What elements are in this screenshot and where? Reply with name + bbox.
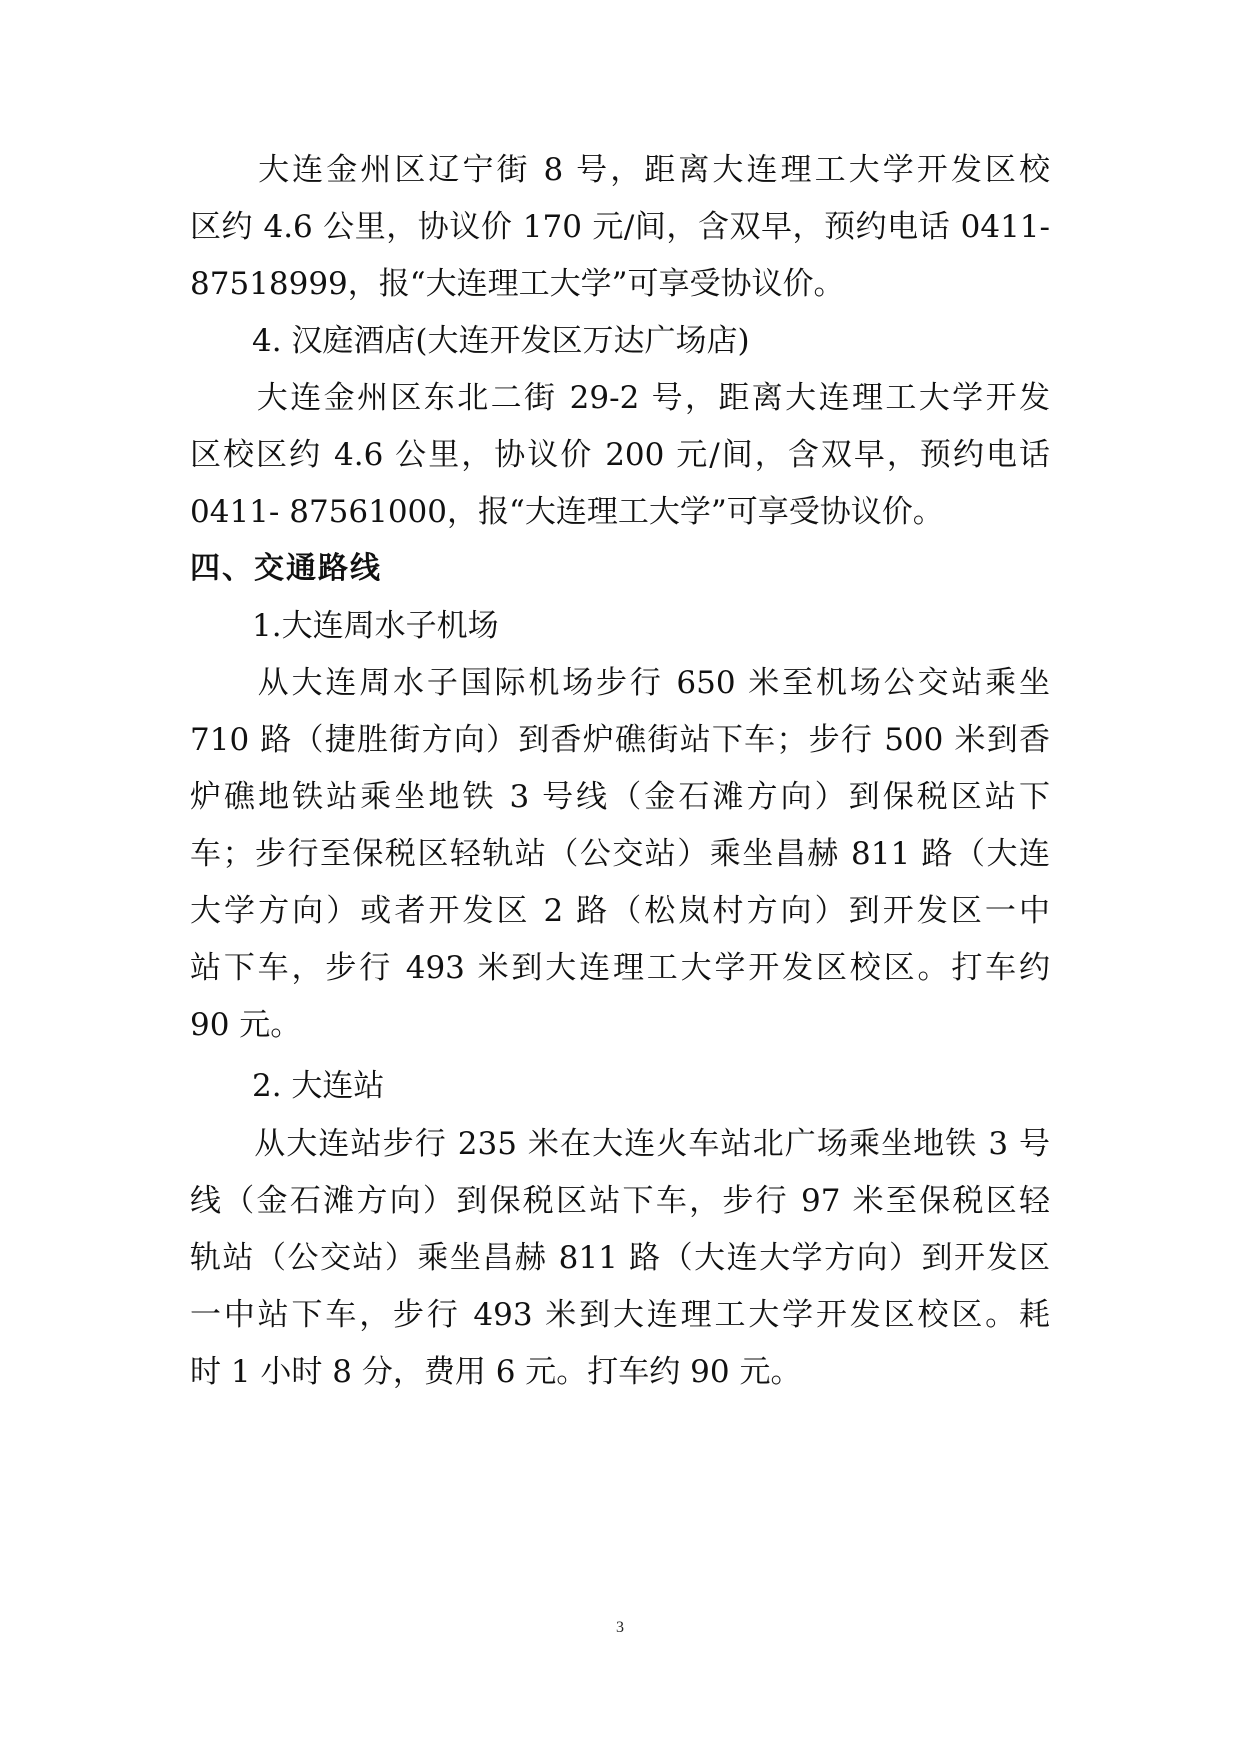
route-station-line-3: 轨站（公交站）乘坐昌赫 811 路（大连大学方向）到开发区 [190, 1240, 1050, 1276]
route-airport-line-6: 站下车，步行 493 米到大连理工大学开发区校区。打车约 [190, 950, 1050, 986]
route-station-line-4: 一中站下车，步行 493 米到大连理工大学开发区校区。耗 [190, 1297, 1050, 1333]
hotel-3-line-3: 87518999，报“大连理工大学”可享受协议价。 [190, 266, 845, 302]
route-station-title: 2. 大连站 [190, 1068, 385, 1104]
route-station-line-5: 时 1 小时 8 分，费用 6 元。打车约 90 元。 [190, 1354, 802, 1390]
route-airport-line-3: 炉礁地铁站乘坐地铁 3 号线（金石滩方向）到保税区站下 [190, 779, 1050, 815]
route-airport-line-4: 车；步行至保税区轻轨站（公交站）乘坐昌赫 811 路（大连 [190, 836, 1050, 872]
hotel-4-line-3: 0411- 87561000，报“大连理工大学”可享受协议价。 [190, 494, 944, 530]
hotel-3-line-2: 区约 4.6 公里，协议价 170 元/间，含双早，预约电话 0411- [190, 209, 1050, 245]
route-airport-line-5: 大学方向）或者开发区 2 路（松岚村方向）到开发区一中 [190, 893, 1050, 929]
hotel-4-line-2: 区校区约 4.6 公里，协议价 200 元/间，含双早，预约电话 [190, 437, 1050, 473]
route-airport-line-2: 710 路（捷胜街方向）到香炉礁街站下车；步行 500 米到香 [190, 722, 1050, 758]
page-number: 3 [616, 1619, 624, 1636]
hotel-4-line-1: 大连金州区东北二街 29-2 号，距离大连理工大学开发 [190, 380, 1050, 416]
route-station-line-2: 线（金石滩方向）到保税区站下车，步行 97 米至保税区轻 [190, 1183, 1050, 1219]
hotel-4-title: 4. 汉庭酒店(大连开发区万达广场店) [190, 323, 750, 359]
route-airport-title: 1.大连周水子机场 [190, 608, 499, 644]
route-airport-line-1: 从大连周水子国际机场步行 650 米至机场公交站乘坐 [190, 665, 1050, 701]
route-station-line-1: 从大连站步行 235 米在大连火车站北广场乘坐地铁 3 号 [190, 1126, 1050, 1162]
hotel-3-line-1: 大连金州区辽宁街 8 号，距离大连理工大学开发区校 [190, 152, 1050, 188]
section-heading-transport: 四、交通路线 [190, 551, 382, 586]
route-airport-line-7: 90 元。 [190, 1007, 302, 1043]
